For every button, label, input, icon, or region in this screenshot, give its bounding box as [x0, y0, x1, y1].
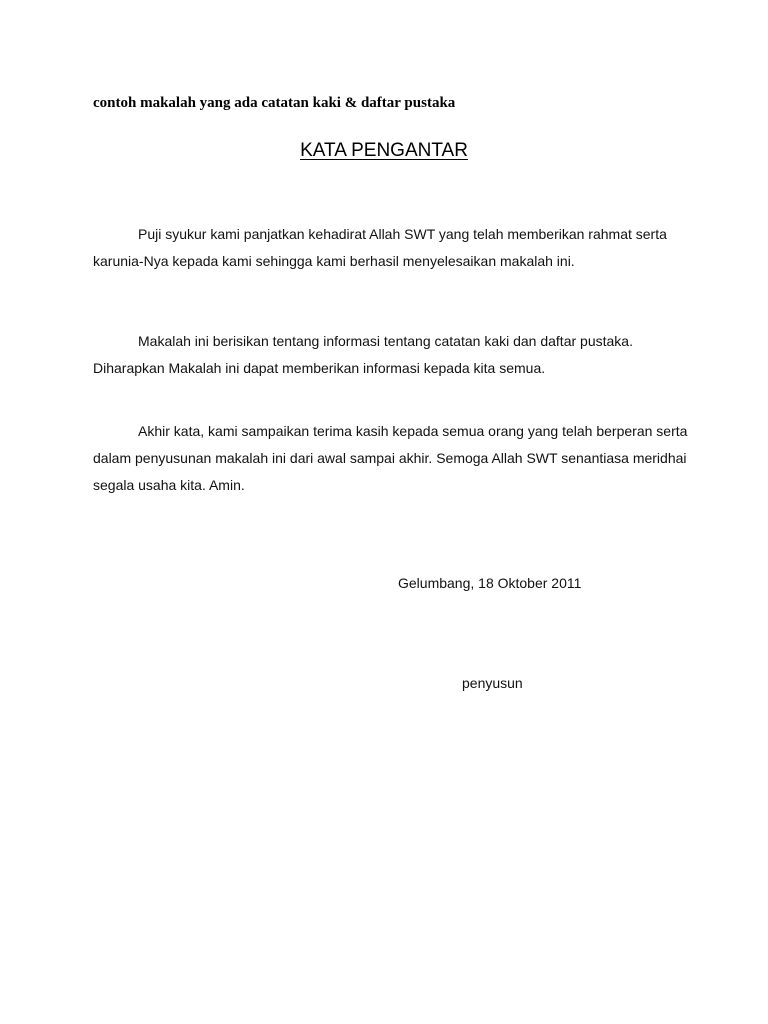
page-title-text: KATA PENGANTAR	[300, 140, 468, 161]
paragraph-content: Makalah ini berisikan tentang informasi tentang catatan kaki dan daftar pustaka. Diharapkan Makalah ini dapat memberikan informasi kepada kita semua.	[93, 333, 633, 376]
paragraph-opening: Puji syukur kami panjatkan kehadirat Allah SWT yang telah memberikan rahmat serta karunia-Nya kepada kami sehingga kami berhasil menyelesaikan makalah ini.	[93, 226, 667, 269]
page-title	[0, 138, 768, 164]
document-heading: contoh makalah yang ada catatan kaki & daftar pustaka	[93, 95, 456, 111]
paragraph-closing: Akhir kata, kami sampaikan terima kasih kepada semua orang yang telah berperan serta dalam penyusunan makalah ini dari awal sampai akhir. Semoga Allah SWT senantiasa meridhai segala usaha kita. Amin.	[93, 423, 688, 493]
signer-label: penyusun	[462, 675, 523, 691]
place-date: Gelumbang, 18 Oktober 2011	[398, 575, 582, 591]
